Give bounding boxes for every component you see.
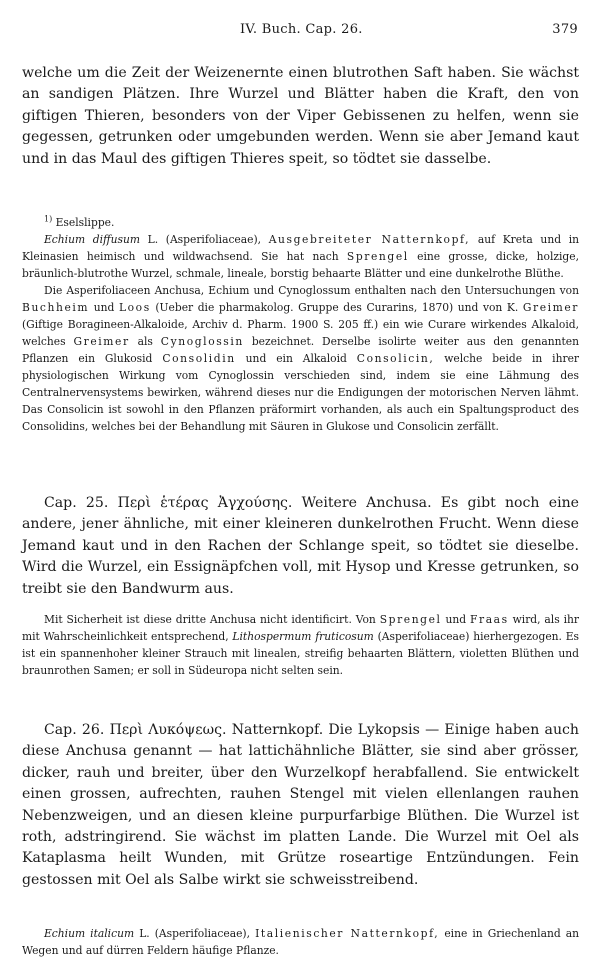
author-name: Sprengel bbox=[346, 250, 409, 263]
footnote-line: $^{1)}$ Eselslippe. bbox=[44, 214, 115, 229]
chapter-paragraph: Cap. 25. Περὶ ἑτέρας Ἀγχούσης. Weitere Anchusa. Es gibt noch eine andere, jener ähnliche, mit einer kleineren dunkelrothen Frucht. Wenn diese Jemand kaut und in den Rachen der Schlange speit, so tödtet sie dieselbe. Wird die Wurzel, ein Essignäpfchen voll, mit Hysop und Kresse getrunken, so treibt sie den Bandwurm aus. bbox=[22, 495, 580, 597]
chapter-25 bbox=[22, 493, 579, 600]
common-name: Ausgebreiteter Natternkopf, bbox=[268, 233, 471, 246]
author-name: Buchheim bbox=[22, 301, 90, 314]
common-name: Italienischer Natternkopf, bbox=[255, 927, 440, 940]
footnote-block bbox=[22, 214, 579, 435]
compound-name: Cynoglossin bbox=[160, 335, 244, 348]
author-name: Loos bbox=[118, 301, 151, 314]
footnote-paragraph: Echium diffusum L. (Asperifoliaceae), Ausgebreiteter Natternkopf, auf Kreta und in Kleinasien heimisch und wildwachsend. Sie hat nach Sprengel eine grosse, dicke, holzige, bräunlich-blutrothe Wurzel, schmale, lineale, borstig behaarte Blätter und eine dunkelrothe Blüthe. bbox=[22, 233, 579, 280]
compound-name: Consolicin, bbox=[356, 352, 435, 365]
chapter-heading: Cap. 25. bbox=[44, 495, 109, 511]
chapter-25-note bbox=[22, 611, 579, 679]
page-header bbox=[0, 22, 600, 42]
author-name: Fraas bbox=[469, 613, 509, 626]
chapter-heading: Cap. 26. bbox=[44, 722, 105, 738]
chapter-26-note bbox=[22, 925, 579, 959]
running-title: IV. Buch. Cap. 26. bbox=[240, 22, 363, 37]
footnote-marker: 1) bbox=[44, 214, 53, 224]
greek-title: Περὶ ἑτέρας Ἀγχούσης. bbox=[117, 495, 293, 511]
paragraph-text: welche um die Zeit der Weizenernte einen blutrothen Saft haben. Sie wächst an sandigen Plätzen. Ihre Wurzel und Blätter haben die Kraft, den von giftigen Thieren, besonders von der Viper Gebissenen zu helfen, wenn sie gegessen, getrunken oder umgebunden werden. Wenn sie aber Jemand kaut und in das Maul des giftigen Thieres speit, so tödtet sie dasselbe. bbox=[22, 65, 579, 167]
note-paragraph: Echium italicum L. (Asperifoliaceae), Italienischer Natternkopf, eine in Griechenland an Wegen und auf dürren Feldern häufige Pflanze. bbox=[22, 927, 580, 957]
species-name: Echium italicum bbox=[44, 927, 135, 940]
greek-title: Περὶ Λυκόψεως. bbox=[109, 722, 227, 738]
species-name: Echium diffusum bbox=[44, 233, 140, 246]
chapter-paragraph: Cap. 26. Περὶ Λυκόψεως. Natternkopf. Die Lykopsis — Einige haben auch diese Anchusa genannt — hat lattichähnliche Blätter, sie sind aber grösser, dicker, rauh und breiter, über den Wurzelkopf herabfallend. Sie entwickelt einen grossen, aufrechten, rauhen Stengel mit vielen ellenlangen rauhen Nebenzweigen, und an diesen kleine purpurfarbige Blüthen. Die Wurzel ist roth, adstringirend. Sie wächst im platten Lande. Die Wurzel mit Oel als Kataplasma heilt Wunden, mit Grütze roseartige Entzündungen. Fein gestossen mit Oel als Salbe wirkt sie schweisstreibend. bbox=[22, 722, 579, 888]
species-name: Lithospermum fruticosum bbox=[232, 630, 374, 643]
body-paragraph bbox=[22, 63, 579, 170]
author-name: Greimer bbox=[73, 335, 130, 348]
compound-name: Consolidin bbox=[162, 352, 236, 365]
note-paragraph: Mit Sicherheit ist diese dritte Anchusa nicht identificirt. Von Sprengel und Fraas wird, als ihr mit Wahrscheinlichkeit entsprechend, Lithospermum fruticosum (Asperifoliaceae) hierhergezogen. Es ist ein spannenhoher kleiner Strauch mit linealen, streifig behaarten Blättern, violetten Blüthen und braunrothen Samen; er soll in Südeuropa nicht selten sein. bbox=[22, 613, 579, 677]
footnote-paragraph: Die Asperifoliaceen Anchusa, Echium und Cynoglossum enthalten nach den Untersuchungen von Buchheim und Loos (Ueber die pharmakolog. Gruppe des Curarins, 1870) und von K. Greimer (Giftige Boragineen-Alkaloide, Archiv d. Pharm. 1900 S. 205 ff.) ein wie Curare wirkendes Alkaloid, welches Greimer als Cynoglossin bezeichnet. Derselbe isolirte weiter aus den genannten Pflanzen ein Glukosid Consolidin und ein Alkaloid Consolicin, welche beide in ihrer physiologischen Wirkung vom Cynoglossin verschieden sind, indem sie eine Lähmung des Centralnervensystems bewirken, während dieses nur die Endigungen der motorischen Nerven lähmt. Das Consolicin ist sowohl in den Pflanzen präformirt vorhanden, als auch ein Spaltungsproduct des Consolidins, welches bei der Behandlung mit Säuren in Glukose und Consolicin zerfällt. bbox=[22, 284, 580, 433]
page-number: 379 bbox=[552, 22, 578, 37]
author-name: Sprengel bbox=[379, 613, 442, 626]
author-name: Greimer bbox=[522, 301, 580, 314]
chapter-26 bbox=[22, 720, 579, 891]
